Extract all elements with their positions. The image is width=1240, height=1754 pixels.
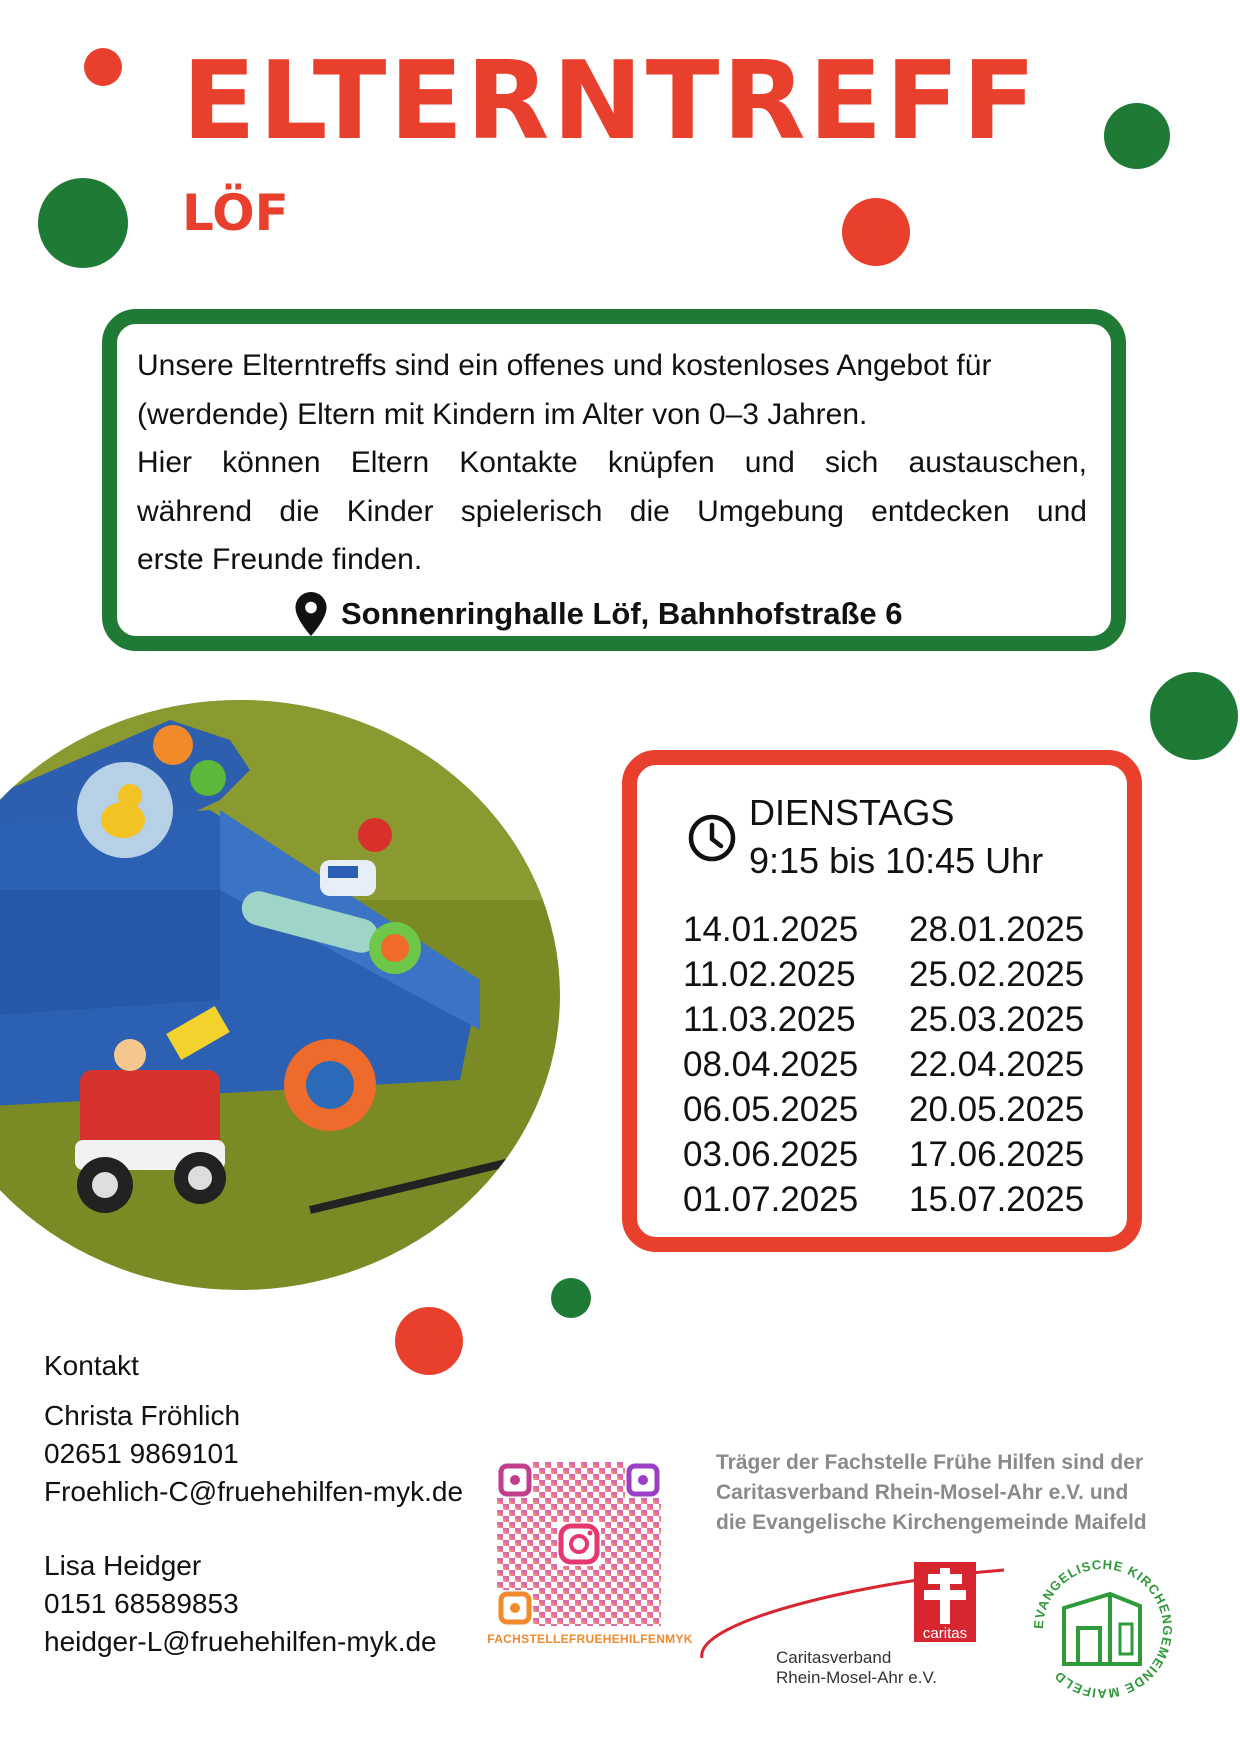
decor-dot: [84, 48, 122, 86]
decor-dot: [38, 178, 128, 268]
location-text: Sonnenringhalle Löf, Bahnhofstraße 6: [341, 596, 903, 631]
info-line: (werdende) Eltern mit Kindern im Alter von 0–3 Jahren.: [137, 397, 868, 431]
date-row: [683, 907, 1135, 952]
date: 11.03.2025: [683, 999, 856, 1039]
decor-dot: [395, 1307, 463, 1375]
page-subtitle: LÖF: [182, 184, 289, 242]
schedule-day: DIENSTAGS: [749, 792, 955, 833]
contact-phone[interactable]: 0151 68589853: [44, 1588, 239, 1619]
date: 28.01.2025: [909, 909, 1085, 949]
church-logo: [1028, 1554, 1178, 1709]
caritas-name-line: Caritasverband: [776, 1648, 892, 1667]
contact-phone[interactable]: 02651 9869101: [44, 1438, 239, 1469]
date: 25.03.2025: [909, 999, 1085, 1039]
contact-email[interactable]: Froehlich-C@fruehehilfen-myk.de: [44, 1476, 464, 1507]
date: 25.02.2025: [909, 954, 1085, 994]
carrier-line: Träger der Fachstelle Frühe Hilfen sind der: [716, 1451, 1144, 1474]
contact-name: Lisa Heidger: [44, 1550, 202, 1581]
info-line: Hier können Eltern Kontakte knüpfen und sich austauschen,: [137, 446, 1087, 479]
contact-email[interactable]: heidger-L@fruehehilfen-myk.de: [44, 1626, 437, 1657]
location: [295, 594, 902, 634]
date-row: [683, 1087, 1135, 1132]
info-line: erste Freunde finden.: [137, 543, 423, 576]
date: 15.07.2025: [909, 1179, 1085, 1219]
date-row: [683, 1132, 1135, 1177]
svg-text:EVANGELISCHE KIRCHENGEMEINDE M: [1031, 1557, 1175, 1701]
caritas-name-line: Rhein-Mosel-Ahr e.V.: [776, 1668, 937, 1687]
toys-photo: [0, 700, 560, 1290]
info-line: während die Kinder spielerisch die Umgebung entdecken und: [137, 494, 1087, 528]
carrier-line: Caritasverband Rhein-Mosel-Ahr e.V. und: [716, 1481, 1129, 1504]
date: 08.04.2025: [683, 1044, 859, 1084]
page-title: ELTERNTREFF: [182, 39, 1039, 164]
church-ring-text: EVANGELISCHE KIRCHENGEMEINDE MAIFELD: [1030, 1556, 1176, 1702]
date: 06.05.2025: [683, 1089, 859, 1129]
schedule-box: [622, 750, 1142, 1252]
carrier-line: die Evangelische Kirchengemeinde Maifeld: [716, 1511, 1147, 1534]
carrier-text: [716, 1448, 1196, 1538]
date: 03.06.2025: [683, 1134, 859, 1174]
decor-dot: [551, 1278, 591, 1318]
decor-dot: [842, 198, 910, 266]
qr-code[interactable]: [497, 1462, 661, 1631]
decor-dot: [1150, 672, 1238, 760]
info-box: [102, 309, 1126, 651]
decor-dot: [1104, 103, 1170, 169]
contact-name: Christa Fröhlich: [44, 1400, 241, 1431]
date-row: [683, 952, 1135, 997]
date-row: [683, 1177, 1135, 1222]
caritas-name: [776, 1648, 937, 1688]
date: 11.02.2025: [683, 954, 856, 994]
date: 17.06.2025: [909, 1134, 1085, 1174]
date: 14.01.2025: [683, 909, 859, 949]
schedule-time: 9:15 bis 10:45 Uhr: [749, 840, 1044, 881]
info-text: [137, 342, 1087, 585]
caritas-label: caritas: [922, 1625, 968, 1642]
contact-heading: Kontakt: [44, 1350, 139, 1381]
dates-list: [683, 907, 1135, 1222]
date-row: [683, 1042, 1135, 1087]
date: 20.05.2025: [909, 1089, 1085, 1129]
date: 01.07.2025: [683, 1179, 859, 1219]
date: 22.04.2025: [909, 1044, 1085, 1084]
qr-label: FACHSTELLEFRUEHEHILFENMYK: [487, 1632, 693, 1646]
map-pin-icon: [295, 592, 327, 636]
info-line: Unsere Elterntreffs sind ein offenes und kostenloses Angebot für: [137, 349, 992, 382]
clock-icon: [687, 813, 737, 863]
date-row: [683, 997, 1135, 1042]
